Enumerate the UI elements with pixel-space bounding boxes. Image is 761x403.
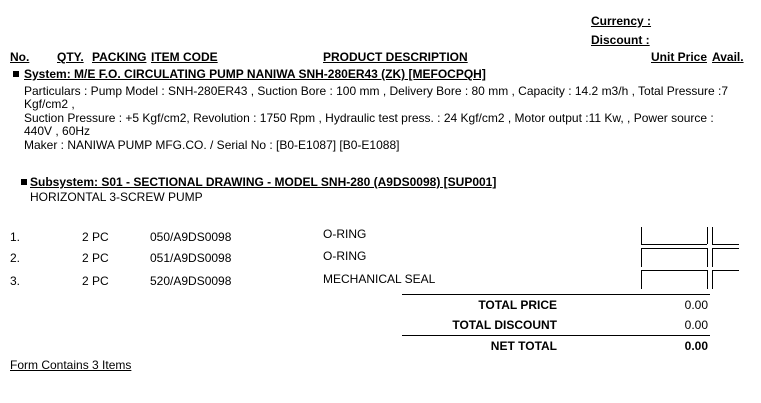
avail-box-top	[712, 270, 739, 271]
system-title: System: M/E F.O. CIRCULATING PUMP NANIWA SNH-280ER43 (ZK) [MEFOCPQH]	[24, 67, 486, 81]
subsystem-subtitle: HORIZONTAL 3-SCREW PUMP	[30, 190, 203, 204]
col-description: PRODUCT DESCRIPTION	[323, 50, 468, 64]
col-packing: PACKING	[92, 50, 147, 64]
totals-mid-rule	[402, 335, 710, 336]
price-box-right	[707, 227, 708, 244]
currency-label: Currency :	[591, 14, 652, 28]
total-discount-label: TOTAL DISCOUNT	[452, 318, 557, 332]
price-box-right	[707, 248, 708, 267]
item-qty: 2 PC	[82, 230, 109, 244]
item-no: 1.	[10, 230, 21, 244]
net-total-value: 0.00	[684, 339, 708, 353]
total-price-value: 0.00	[684, 298, 708, 312]
avail-box-top	[712, 248, 739, 249]
system-particulars-2: Suction Pressure : +5 Kgf/cm2, Revolution : 1750 Rpm , Hydraulic test press. : 24 Kgf/cm2 , Motor output :11 Kw, , Power source : 440V , 60Hz	[24, 111, 714, 138]
price-box-top	[641, 248, 707, 249]
system-maker: Maker : NANIWA PUMP MFG.CO. / Serial No : [B0-E1087] [B0-E1088]	[24, 138, 400, 152]
avail-box-left	[712, 227, 713, 244]
item-count-footer: Form Contains 3 Items	[10, 358, 132, 372]
item-desc: O-RING	[323, 249, 367, 263]
net-total-label: NET TOTAL	[490, 339, 557, 353]
system-bullet	[13, 71, 19, 77]
system-particulars-1: Particulars : Pump Model : SNH-280ER43 , Suction Bore : 100 mm , Delivery Bore : 80 mm , Capacity : 14.2 m3/h , Total Pressure :7 Kgf/cm2 ,	[24, 84, 729, 111]
col-qty: QTY.	[57, 50, 84, 64]
subsystem-title: Subsystem: S01 - SECTIONAL DRAWING - MODEL SNH-280 (A9DS0098) [SUP001]	[30, 175, 497, 189]
item-qty: 2 PC	[82, 251, 109, 265]
price-box-left	[641, 248, 642, 267]
item-code: 520/A9DS0098	[150, 274, 232, 288]
price-box-bottom	[641, 244, 707, 245]
col-no: No.	[10, 50, 30, 64]
avail-box-bottom	[712, 244, 739, 245]
totals-top-rule	[402, 294, 710, 295]
total-price-label: TOTAL PRICE	[478, 298, 557, 312]
avail-box-left	[712, 248, 713, 267]
price-box-top	[641, 270, 707, 271]
item-no: 3.	[10, 274, 21, 288]
discount-label: Discount :	[591, 33, 650, 47]
price-box-left	[641, 227, 642, 244]
item-no: 2.	[10, 251, 21, 265]
item-desc: O-RING	[323, 227, 367, 241]
item-code: 051/A9DS0098	[150, 251, 232, 265]
avail-box-left	[712, 270, 713, 289]
total-discount-value: 0.00	[684, 318, 708, 332]
item-desc: MECHANICAL SEAL	[323, 272, 436, 286]
price-box-right	[707, 270, 708, 289]
col-item-code: ITEM CODE	[151, 50, 218, 64]
price-box-left	[641, 270, 642, 289]
item-code: 050/A9DS0098	[150, 230, 232, 244]
col-avail: Avail.	[712, 50, 744, 64]
col-unit-price: Unit Price	[651, 50, 708, 64]
subsystem-bullet	[21, 179, 27, 185]
item-qty: 2 PC	[82, 274, 109, 288]
